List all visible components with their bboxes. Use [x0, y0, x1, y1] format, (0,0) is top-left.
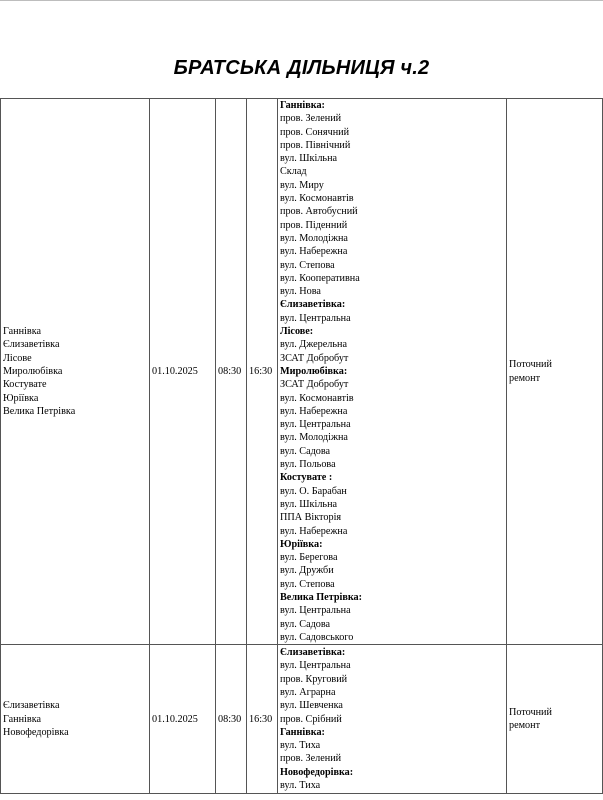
street-address: пров. Північний — [280, 139, 351, 151]
street-address: вул. Польова — [280, 459, 336, 471]
settlement-name: Костувате — [3, 379, 47, 391]
table-row — [1, 99, 603, 645]
work-type-cell — [507, 645, 603, 794]
settlements-cell — [1, 99, 150, 645]
street-address: вул. Центральна — [280, 605, 351, 617]
outage-schedule-table — [0, 98, 603, 794]
street-address: вул. Степова — [280, 578, 335, 590]
address-group-name: Ганнівка: — [280, 726, 325, 738]
time-end-cell: 16:30 — [247, 99, 278, 645]
street-address: вул. Кооперативна — [280, 272, 360, 284]
settlement-name: Миролюбівка — [3, 365, 63, 377]
address-group-name: Юріївка: — [280, 538, 323, 550]
street-address: вул. Дружби — [280, 565, 334, 577]
addresses-cell — [278, 645, 507, 794]
street-address: вул. О. Барабан — [280, 485, 347, 497]
settlements-cell — [1, 645, 150, 794]
time-end-cell: 16:30 — [247, 645, 278, 794]
work-type-cell — [507, 99, 603, 645]
address-group-name: Костувате : — [280, 472, 333, 484]
street-address: ЗСАТ Добробут — [280, 352, 349, 364]
addresses-cell — [278, 99, 507, 645]
street-address: вул. Садовського — [280, 631, 354, 643]
street-address: вул. Центральна — [280, 419, 351, 431]
table-row — [1, 645, 603, 794]
date-cell: 01.10.2025 — [150, 645, 216, 794]
settlement-name: Єлизаветівка — [3, 700, 60, 712]
street-address: вул. Молодіжна — [280, 232, 348, 244]
street-address: пров. Зелений — [280, 753, 342, 765]
street-address: пров. Зелений — [280, 113, 342, 125]
street-address: пров. Круговий — [280, 673, 348, 685]
street-address: вул. Аграрна — [280, 686, 336, 698]
street-address: вул. Шевченка — [280, 700, 343, 712]
street-address: вул. Набережна — [280, 246, 348, 258]
street-address: вул. Джерельна — [280, 339, 347, 351]
work-type-text: Поточний — [509, 359, 552, 371]
street-address: пров. Автобусний — [280, 206, 358, 218]
street-address: вул. Нова — [280, 286, 321, 298]
street-address: вул. Садова — [280, 618, 331, 630]
work-type-text: Поточний — [509, 706, 552, 718]
street-address: вул. Шкільна — [280, 153, 338, 165]
work-type-text: ремонт — [509, 720, 541, 732]
address-group-name: Лісове: — [280, 326, 314, 338]
street-address: вул. Набережна — [280, 525, 348, 537]
work-type-text: ремонт — [509, 372, 541, 384]
settlement-name: Лісове — [3, 352, 32, 364]
settlement-name: Ганнівка — [3, 326, 42, 338]
street-address: вул. Космонавтів — [280, 392, 354, 404]
settlement-name: Новофедорівка — [3, 726, 69, 738]
street-address: ЗСАТ Добробут — [280, 379, 349, 391]
street-address: вул. Садова — [280, 445, 331, 457]
street-address: пров. Сонячний — [280, 126, 350, 138]
address-group-name: Миролюбівка: — [280, 365, 348, 377]
street-address: вул. Набережна — [280, 405, 348, 417]
settlement-name: Ганнівка — [3, 713, 42, 725]
street-address: вул. Берегова — [280, 552, 338, 564]
street-address: вул. Тиха — [280, 780, 321, 791]
street-address: вул. Молодіжна — [280, 432, 348, 444]
street-address: вул. Миру — [280, 179, 324, 191]
time-start-cell: 08:30 — [216, 645, 247, 794]
street-address: вул. Степова — [280, 259, 335, 271]
date-cell: 01.10.2025 — [150, 99, 216, 645]
street-address: вул. Центральна — [280, 660, 351, 672]
address-group-name: Новофедорівка: — [280, 766, 354, 778]
settlement-name: Юріївка — [3, 392, 39, 404]
address-group-name: Єлизаветівка: — [280, 647, 346, 659]
address-group-name: Ганнівка: — [280, 100, 325, 111]
street-address: пров. Піденний — [280, 219, 348, 231]
time-start-cell: 08:30 — [216, 99, 247, 645]
address-group-name: Єлизаветівка: — [280, 299, 346, 311]
top-border-line — [0, 0, 603, 1]
settlement-name: Велика Петрівка — [3, 405, 76, 417]
street-address: вул. Космонавтів — [280, 193, 354, 205]
schedule-body — [1, 99, 603, 794]
street-address: вул. Шкільна — [280, 498, 338, 510]
page-title: БРАТСЬКА ДІЛЬНИЦЯ ч.2 — [173, 57, 430, 79]
street-address: вул. Центральна — [280, 312, 351, 324]
street-address: ППА Вікторія — [280, 512, 342, 524]
settlement-name: Єлизаветівка — [3, 339, 60, 351]
street-address: Склад — [280, 166, 307, 178]
street-address: вул. Тиха — [280, 740, 321, 752]
street-address: пров. Срібний — [280, 713, 342, 725]
address-group-name: Велика Петрівка: — [280, 591, 363, 603]
